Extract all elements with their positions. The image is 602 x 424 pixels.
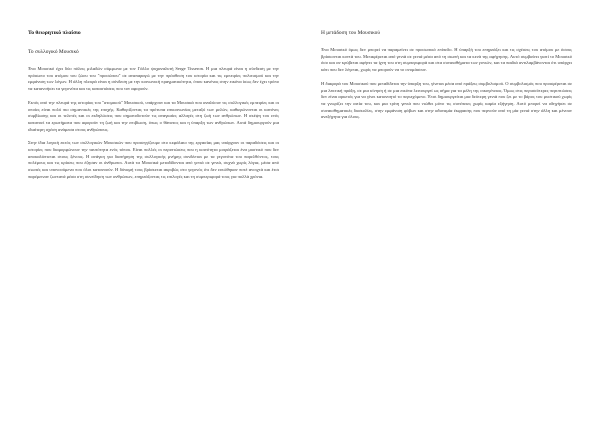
- right-paragraph-2: Η διαφορά του Μουσικού που μεταδίδεται την ύπαρξη του, γίνεται μέσα από πράξεις συμβολισμού. Ο συμβολισμός που προσφέρεται σε μια λεκτική πράξη, σε μια κίνηση ή σε μια εικόνα λειτουργεί ως σήμα για τα μέλη της οικογένειας. Όμως στις περισσότερες περιπτώσεις δεν είναι αρκετός για να γίνει κατανοητό το περιεχόμενο. Έτσι δημιουργείται μια δεύτερη γενιά που ζει με το βάρος του μυστικού χωρίς να γνωρίζει την αιτία του, και μια τρίτη γενιά που νιώθει μόνο τις συνέπειες χωρίς καμία εξήγηση. Αυτό μπορεί να οδηγήσει σε συναισθηματικές δυσκολίες, στην εμφάνιση φόβων και στην αδυναμία έκφρασης που περνούν από τη μία γενιά στην άλλη και μένουν ανεξήγητα για όλους.: [321, 80, 572, 120]
- left-paragraph-1: Ένα Μουσικό έχει δύο πόλεις μιλαδών σύμφωνα με τον Γάλλο ψυχαναλυτή Serge Tisseron. Η μια πλευρά είναι η σύνδεση με την πρόσωπο του ατόμου του ζώου του "προσώπου" σε αναπαραγώ με την πρόσθεση του ιστορία και τις εμπειρίες πολιτισμού και την εμφάνιση των λόγων. Η άλλη πλευρά είναι η σύνδεση με την κοινωνική πραγματικότητα, όπου κανένας στην εικόνα ίσως δεν έχει τρόπο να κατανοήσει τα γεγονότα και τις καταστάσεις που τον αφορούν.: [28, 66, 279, 92]
- section-title: Το θεωρητικό πλαίσιο: [28, 30, 81, 36]
- left-paragraph-2: Εκτός από την πλευρά της ιστορίας του "ατομικού" Μουσικού, υπάρχουν και τα Μουσικά που αναλύουν τις συλλογικές εμπειρίες και οι οποίες είναι πολύ πιο σημαντικές της εποχής. Καθορίζοντας τα πρότυπα επικοινωνίας μεταξύ των μελών, καθιερώνονται οι κανόνες συμβίωσης και οι τελετές και οι εκδηλώσεις που σηματοδοτούν τις αναγκαίες αλλαγές στη ζωή των ανθρώπων. Η σκέψη του ενός κατανοεί τα ερωτήματα που αφορούν τη ζωή και την επιβίωση, όπως ο θάνατος και η ύπαρξη των ανθρώπων. Αυτά δημιουργούν μια ιδιαίτερη σχέση ανάμεσα στους ανθρώπους.: [28, 99, 279, 132]
- left-paragraph-3: Στην ίδια λογική εκτός των συλλογικών Μουσικών που προσεγγίζουμε στο κεφάλαιο της εργασίας μας υπάρχουν οι παραδόσεις και οι ιστορίες που διαμορφώνουν την ταυτότητα ενός τόπου. Είναι πολλές οι περιπτώσεις που η κοινότητα μοιράζεται ένα μυστικό που δεν αποκαλύπτεται στους ξένους. Η ανάγκη για διατήρηση της συλλογικής μνήμης συνδέεται με τα γεγονότα του παρελθόντος, τους πολέμους και τις κρίσεις που έζησαν οι άνθρωποι. Αυτά τα Μουσικά μεταδίδονται από γενιά σε γενιά, συχνά χωρίς λόγια, μέσα από σιωπές και υπονοούμενα που όλοι κατανοούν. Η δύναμή τους βρίσκεται ακριβώς στο γεγονός ότι δεν ειπώθηκαν ποτέ ανοιχτά και έτσι παρέμειναν ζωντανά μέσα στη συνείδηση των ανθρώπων, επηρεάζοντας τις επιλογές και τη συμπεριφορά τους για πολλά χρόνια.: [28, 140, 279, 179]
- right-paragraph-1: Ένα Μουσικό όμως δεν μπορεί να παραμείνει σε προσωπικό επίπεδο. Η ύπαρξή του επηρεάζει και τις σχέσεις του ατόμου με όσους βρίσκονται κοντά του. Μεταφέρεται από γενιά σε γενιά μέσα από τη σιωπή και τα κενά της αφήγησης. Αυτό συμβαίνει γιατί το Μουσικό όσο και αν κρύβεται αφήνει τα ίχνη του στη συμπεριφορά και στα συναισθήματα των γονιών, και τα παιδιά αντιλαμβάνονται ότι υπάρχει κάτι που δεν λέγεται, χωρίς να μπορούν να το ονομάσουν.: [321, 47, 572, 73]
- left-subtitle: Το συλλογικό Μουσικό: [28, 49, 79, 55]
- right-subtitle: Η μετάδοση του Μουσικού: [321, 30, 381, 36]
- right-column: [321, 30, 572, 416]
- left-column: [28, 30, 279, 416]
